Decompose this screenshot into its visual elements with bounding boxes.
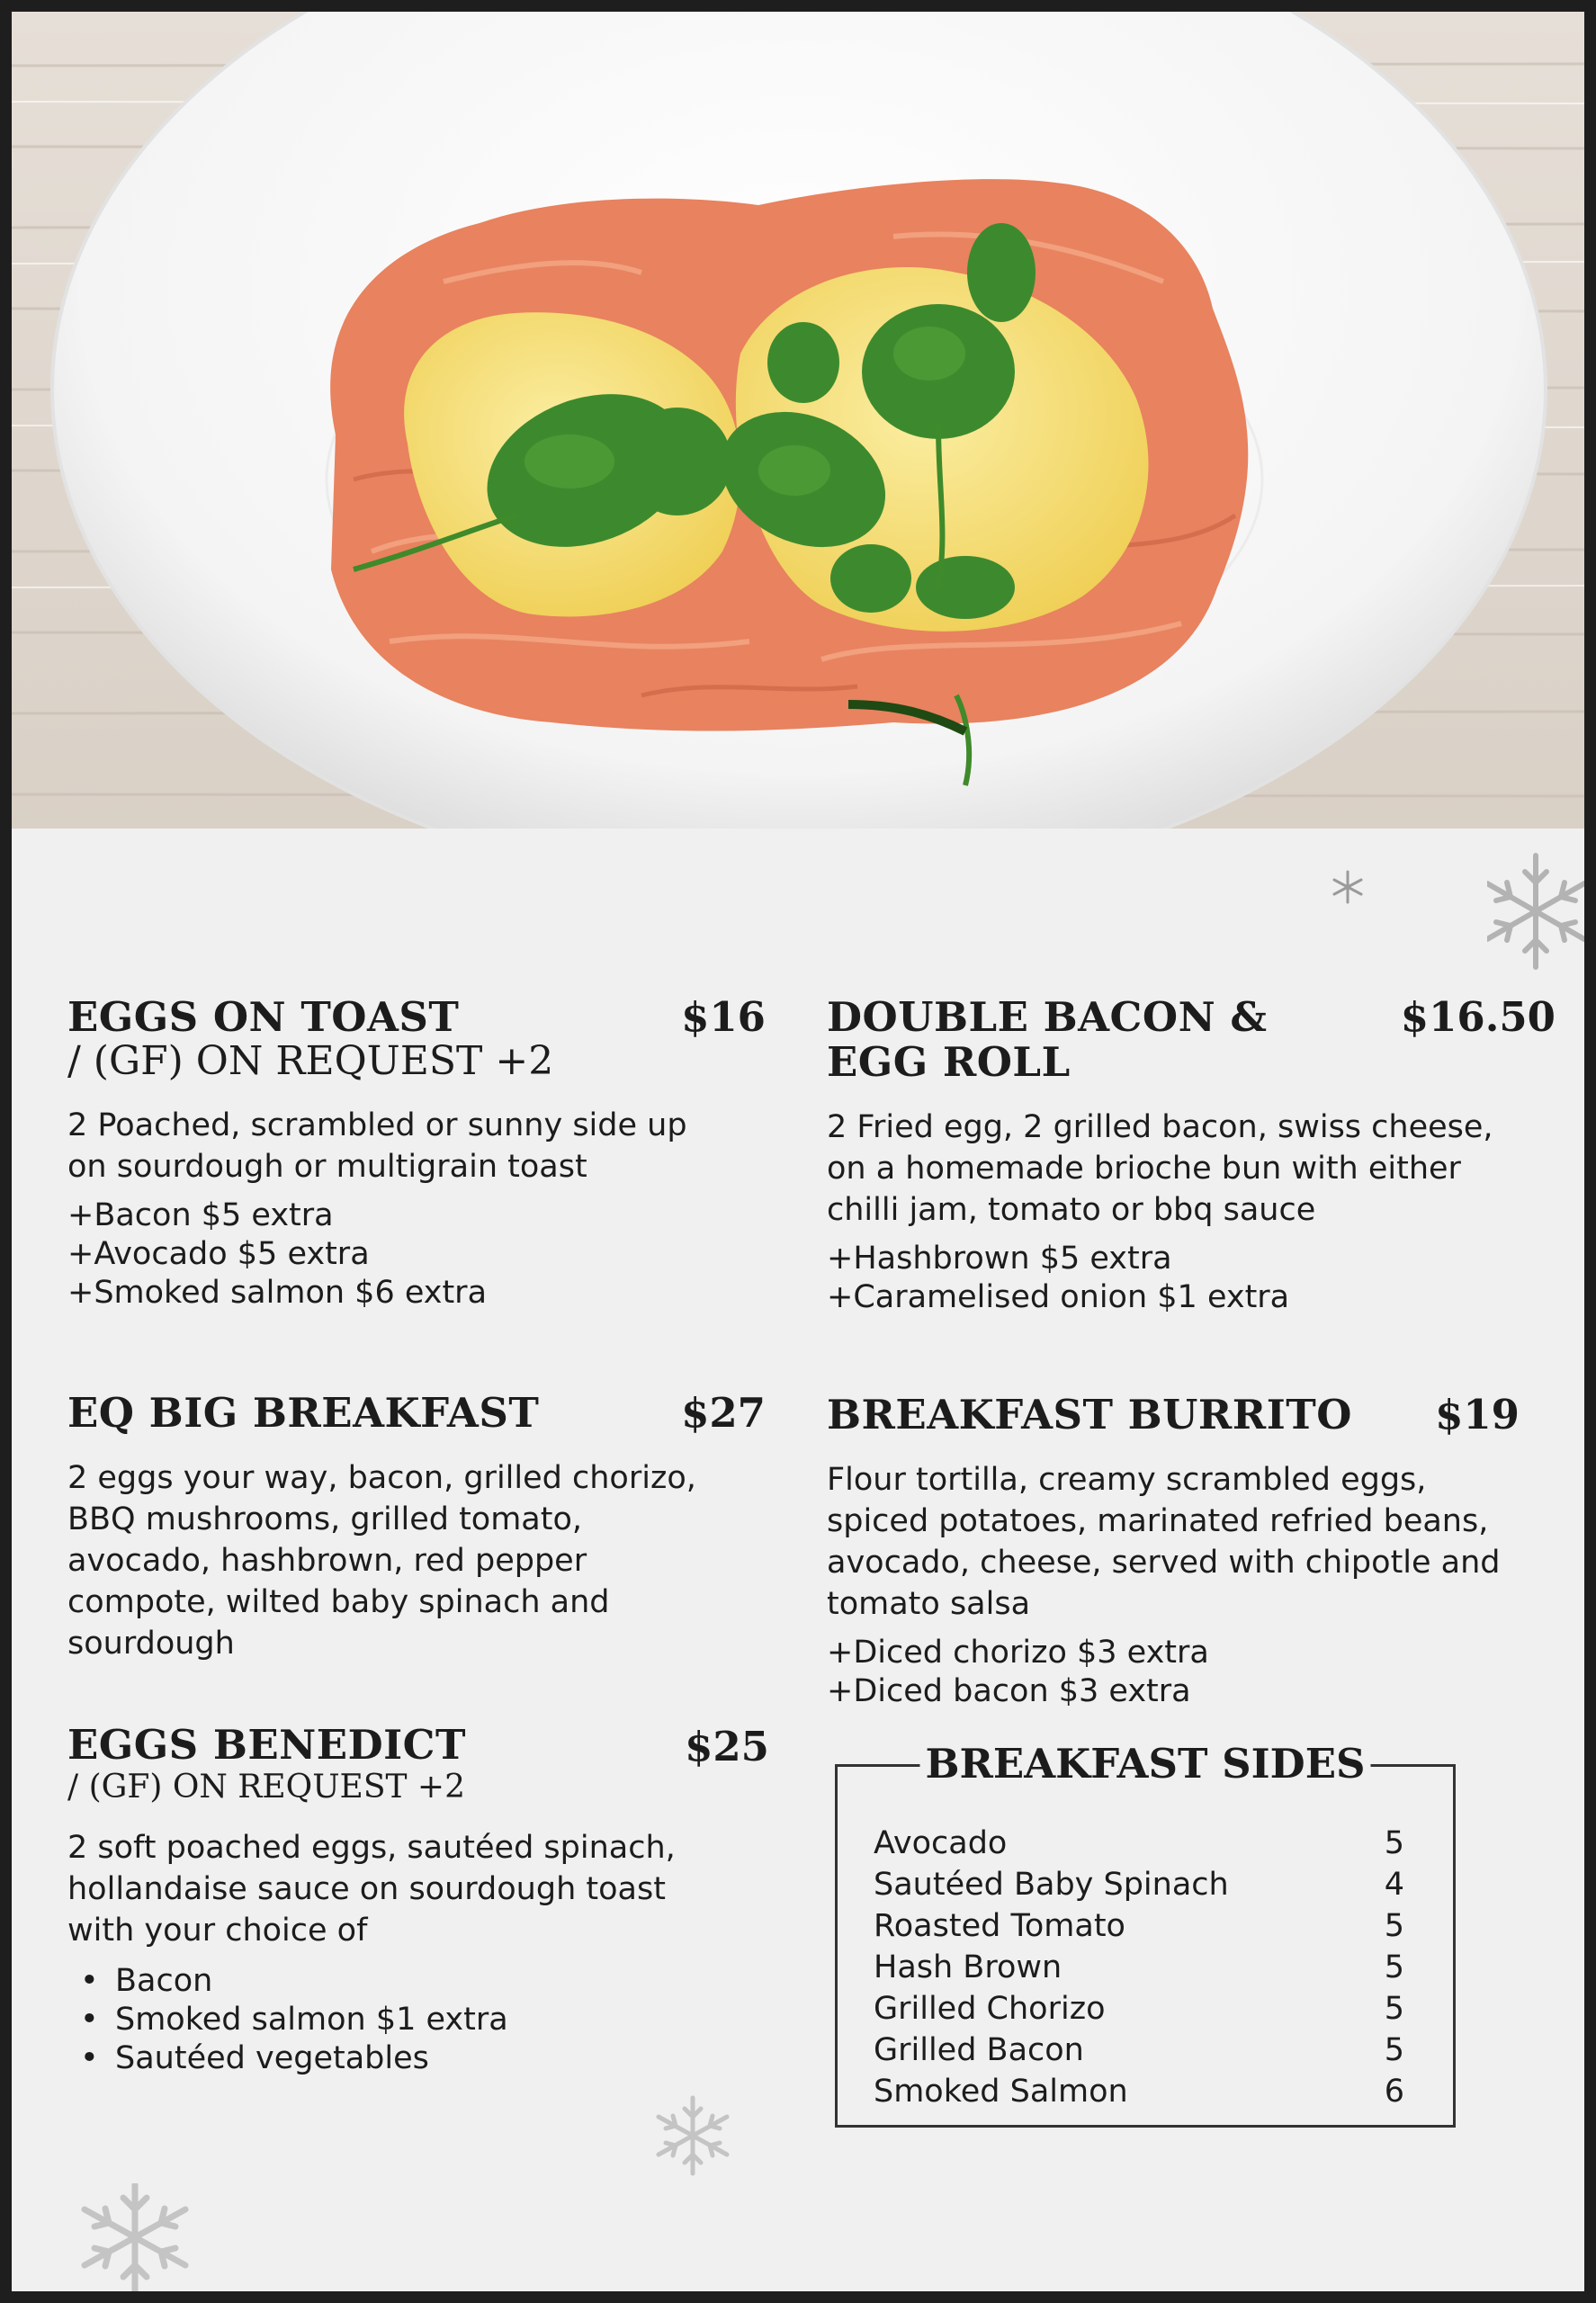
side-name: Grilled Bacon [874, 2032, 1084, 2068]
side-name: Hash Brown [874, 1949, 1063, 1985]
item-options-list [67, 1962, 769, 2078]
extra-option: +Bacon $5 extra [67, 1197, 334, 1233]
side-name: Avocado [874, 1825, 1008, 1861]
side-row [874, 1905, 1404, 1947]
list-item: • Sautéed vegetables [67, 2039, 769, 2078]
snowflake-icon [1330, 869, 1366, 905]
snowflake-icon [1487, 848, 1584, 974]
side-price: 6 [1384, 2074, 1404, 2110]
menu-item-breakfast-burrito [827, 1393, 1520, 1711]
food-photo [12, 12, 1584, 829]
item-title: EGGS BENEDICT [67, 1721, 466, 1769]
side-row [874, 1823, 1404, 1864]
side-row [874, 2071, 1404, 2112]
side-price: 4 [1384, 1867, 1404, 1903]
extra-option: +Diced bacon $3 extra [827, 1673, 1191, 1709]
item-description: Flour tortilla, creamy scrambled eggs, spiced potatoes, marinated refried beans, avocado, cheese, served with chipotle and tomato salsa [827, 1462, 1501, 1622]
extra-option: +Diced chorizo $3 extra [827, 1635, 1209, 1671]
item-description: 2 soft poached eggs, sautéed spinach, hollandaise sauce on sourdough toast with your choice of [67, 1830, 676, 1949]
item-price: $16.50 [1400, 993, 1556, 1041]
side-price: 5 [1384, 1908, 1404, 1944]
side-row [874, 1864, 1404, 1905]
menu-item-eggs-benedict [67, 1723, 769, 2078]
item-price: $25 [685, 1723, 769, 1770]
sides-title: BREAKFAST SIDES [919, 1742, 1370, 1787]
side-name: Grilled Chorizo [874, 1991, 1106, 2027]
item-price: $16 [681, 993, 766, 1041]
item-extras [827, 1634, 1520, 1711]
item-title: EGGS ON TOAST [67, 993, 460, 1041]
item-title-line2: EGG ROLL [827, 1038, 1071, 1086]
extra-option: +Smoked salmon $6 extra [67, 1275, 488, 1311]
side-price: 5 [1384, 2032, 1404, 2068]
list-item: • Smoked salmon $1 extra [67, 2001, 769, 2039]
menu-page [12, 12, 1584, 2291]
menu-item-double-bacon-egg-roll [827, 995, 1556, 1317]
side-price: 5 [1384, 1825, 1404, 1861]
side-name: Smoked Salmon [874, 2074, 1128, 2110]
item-description: 2 eggs your way, bacon, grilled chorizo, BBQ mushrooms, grilled tomato, avocado, hashbrown, red pepper compote, wilted baby spinach and sourdough [67, 1460, 696, 1662]
side-row [874, 2030, 1404, 2071]
snowflake-icon [652, 2092, 733, 2179]
list-item: • Bacon [67, 1962, 769, 2001]
item-description: 2 Poached, scrambled or sunny side up on sourdough or multigrain toast [67, 1107, 687, 1185]
side-row [874, 1947, 1404, 1988]
item-subtitle: / (GF) ON REQUEST +2 [67, 1038, 554, 1084]
breakfast-sides-box [835, 1740, 1456, 2128]
item-extras [67, 1196, 766, 1313]
menu-item-eq-big-breakfast [67, 1391, 766, 1664]
sides-list [874, 1823, 1404, 2112]
item-price: $27 [681, 1389, 766, 1437]
item-title-line1: DOUBLE BACON & [827, 993, 1268, 1041]
side-row [874, 1988, 1404, 2030]
menu-item-eggs-on-toast [67, 995, 766, 1313]
item-title: EQ BIG BREAKFAST [67, 1389, 540, 1437]
extra-option: +Hashbrown $5 extra [827, 1241, 1172, 1277]
item-description: 2 Fried egg, 2 grilled bacon, swiss cheese, on a homemade brioche bun with either chilli jam, tomato or bbq sauce [827, 1109, 1493, 1228]
item-extras [827, 1240, 1556, 1317]
extra-option: +Avocado $5 extra [67, 1236, 370, 1272]
side-name: Sautéed Baby Spinach [874, 1867, 1229, 1903]
item-title: BREAKFAST BURRITO [827, 1391, 1352, 1438]
side-price: 5 [1384, 1991, 1404, 2027]
side-price: 5 [1384, 1949, 1404, 1985]
side-name: Roasted Tomato [874, 1908, 1125, 1944]
item-subtitle: / (GF) ON REQUEST +2 [67, 1769, 466, 1806]
snowflake-icon [75, 2183, 196, 2291]
item-price: $19 [1435, 1391, 1520, 1438]
extra-option: +Caramelised onion $1 extra [827, 1279, 1290, 1315]
